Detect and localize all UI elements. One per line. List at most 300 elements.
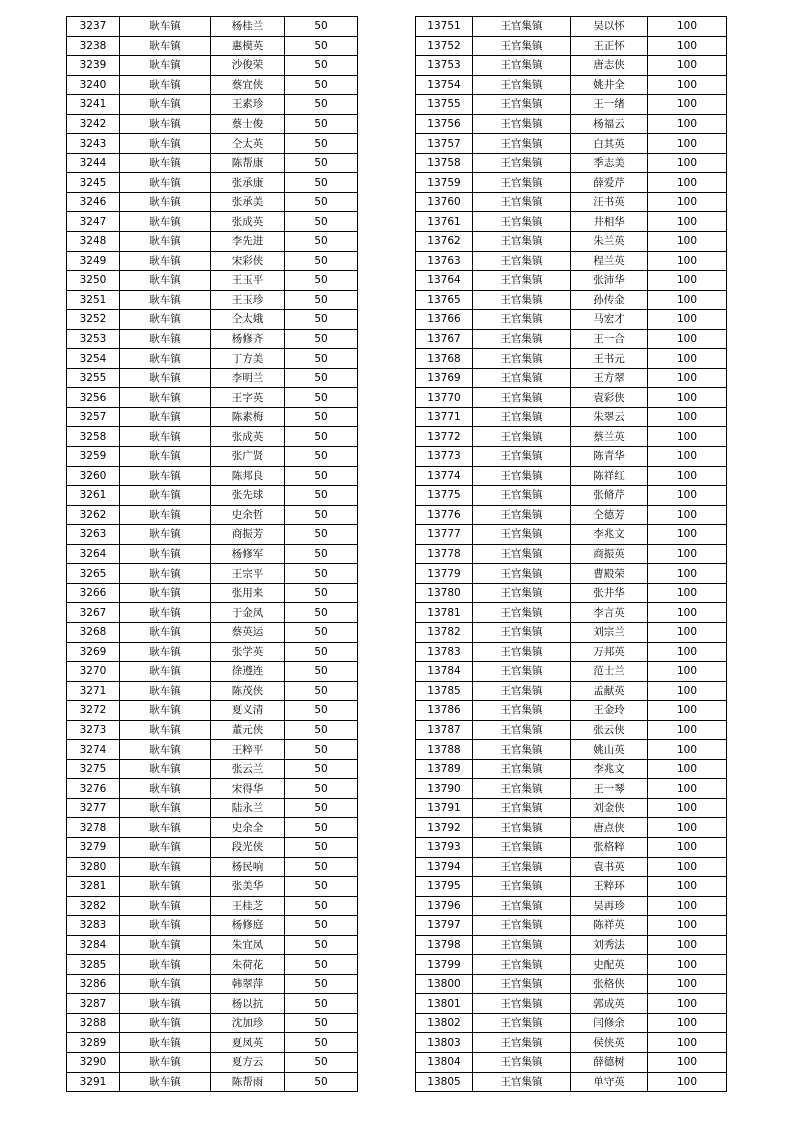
amount-cell: 50	[285, 759, 358, 779]
row-number-cell: 13760	[416, 192, 473, 212]
row-number-cell: 3257	[67, 407, 120, 427]
row-number-cell: 3287	[67, 994, 120, 1014]
name-cell: 徐遵连	[211, 662, 285, 682]
town-cell: 耿车镇	[120, 153, 211, 173]
row-number-cell: 13786	[416, 701, 473, 721]
table-row	[67, 994, 358, 1014]
town-cell: 王官集镇	[473, 486, 571, 506]
town-cell: 王官集镇	[473, 798, 571, 818]
table-row	[67, 681, 358, 701]
town-cell: 耿车镇	[120, 349, 211, 369]
town-cell: 王官集镇	[473, 935, 571, 955]
table-row	[67, 877, 358, 897]
town-cell: 王官集镇	[473, 1033, 571, 1053]
town-cell: 耿车镇	[120, 564, 211, 584]
right-table	[415, 16, 727, 1092]
row-number-cell: 3247	[67, 212, 120, 232]
town-cell: 王官集镇	[473, 1072, 571, 1092]
row-number-cell: 13755	[416, 95, 473, 115]
name-cell: 惠模英	[211, 36, 285, 56]
name-cell: 薛德树	[571, 1052, 648, 1072]
amount-cell: 100	[648, 798, 727, 818]
table-row	[67, 642, 358, 662]
name-cell: 张成英	[211, 212, 285, 232]
town-cell: 耿车镇	[120, 877, 211, 897]
amount-cell: 50	[285, 486, 358, 506]
table-row	[416, 544, 727, 564]
town-cell: 王官集镇	[473, 368, 571, 388]
town-cell: 耿车镇	[120, 818, 211, 838]
name-cell: 李言英	[571, 603, 648, 623]
table-row	[67, 701, 358, 721]
left-table-body	[67, 17, 358, 1092]
amount-cell: 100	[648, 232, 727, 252]
name-cell: 袁书英	[571, 857, 648, 877]
amount-cell: 100	[648, 740, 727, 760]
amount-cell: 100	[648, 447, 727, 467]
amount-cell: 50	[285, 329, 358, 349]
amount-cell: 100	[648, 662, 727, 682]
row-number-cell: 13774	[416, 466, 473, 486]
amount-cell: 100	[648, 642, 727, 662]
table-row	[416, 192, 727, 212]
row-number-cell: 3245	[67, 173, 120, 193]
town-cell: 王官集镇	[473, 153, 571, 173]
row-number-cell: 13797	[416, 916, 473, 936]
name-cell: 夏凤英	[211, 1033, 285, 1053]
table-row	[67, 974, 358, 994]
name-cell: 夏义清	[211, 701, 285, 721]
table-row	[67, 818, 358, 838]
row-number-cell: 3237	[67, 17, 120, 37]
row-number-cell: 13793	[416, 837, 473, 857]
town-cell: 耿车镇	[120, 583, 211, 603]
town-cell: 耿车镇	[120, 114, 211, 134]
amount-cell: 100	[648, 36, 727, 56]
town-cell: 耿车镇	[120, 271, 211, 291]
town-cell: 耿车镇	[120, 974, 211, 994]
table-row	[67, 466, 358, 486]
name-cell: 仝太英	[211, 134, 285, 154]
row-number-cell: 13804	[416, 1052, 473, 1072]
table-row	[67, 935, 358, 955]
amount-cell: 50	[285, 837, 358, 857]
table-row	[416, 271, 727, 291]
town-cell: 耿车镇	[120, 173, 211, 193]
town-cell: 耿车镇	[120, 192, 211, 212]
table-row	[416, 251, 727, 271]
amount-cell: 50	[285, 740, 358, 760]
name-cell: 王素珍	[211, 95, 285, 115]
town-cell: 王官集镇	[473, 212, 571, 232]
amount-cell: 50	[285, 447, 358, 467]
town-cell: 王官集镇	[473, 662, 571, 682]
table-row	[67, 564, 358, 584]
table-row	[67, 329, 358, 349]
town-cell: 王官集镇	[473, 134, 571, 154]
name-cell: 季志美	[571, 153, 648, 173]
town-cell: 耿车镇	[120, 1033, 211, 1053]
table-row	[416, 212, 727, 232]
table-row	[416, 388, 727, 408]
town-cell: 耿车镇	[120, 447, 211, 467]
amount-cell: 100	[648, 271, 727, 291]
amount-cell: 50	[285, 114, 358, 134]
town-cell: 耿车镇	[120, 935, 211, 955]
table-row	[416, 329, 727, 349]
name-cell: 杨修庭	[211, 916, 285, 936]
town-cell: 王官集镇	[473, 759, 571, 779]
town-cell: 王官集镇	[473, 95, 571, 115]
name-cell: 陈邦良	[211, 466, 285, 486]
town-cell: 王官集镇	[473, 837, 571, 857]
table-row	[416, 349, 727, 369]
town-cell: 耿车镇	[120, 75, 211, 95]
name-cell: 王金玲	[571, 701, 648, 721]
name-cell: 袁彩侠	[571, 388, 648, 408]
name-cell: 曹殿荣	[571, 564, 648, 584]
town-cell: 王官集镇	[473, 466, 571, 486]
row-number-cell: 13805	[416, 1072, 473, 1092]
name-cell: 孙传金	[571, 290, 648, 310]
table-row	[67, 720, 358, 740]
amount-cell: 100	[648, 466, 727, 486]
town-cell: 耿车镇	[120, 544, 211, 564]
amount-cell: 100	[648, 622, 727, 642]
name-cell: 张云侠	[571, 720, 648, 740]
town-cell: 耿车镇	[120, 622, 211, 642]
row-number-cell: 3277	[67, 798, 120, 818]
amount-cell: 100	[648, 505, 727, 525]
amount-cell: 50	[285, 212, 358, 232]
name-cell: 张承康	[211, 173, 285, 193]
name-cell: 王方翠	[571, 368, 648, 388]
table-row	[416, 837, 727, 857]
table-row	[67, 17, 358, 37]
table-row	[416, 681, 727, 701]
name-cell: 丁方美	[211, 349, 285, 369]
town-cell: 王官集镇	[473, 349, 571, 369]
row-number-cell: 3263	[67, 525, 120, 545]
town-cell: 耿车镇	[120, 642, 211, 662]
amount-cell: 100	[648, 994, 727, 1014]
table-row	[67, 212, 358, 232]
table-row	[67, 310, 358, 330]
row-number-cell: 3241	[67, 95, 120, 115]
name-cell: 陈祥红	[571, 466, 648, 486]
amount-cell: 100	[648, 388, 727, 408]
table-row	[67, 740, 358, 760]
town-cell: 耿车镇	[120, 36, 211, 56]
name-cell: 史余全	[211, 818, 285, 838]
amount-cell: 50	[285, 427, 358, 447]
row-number-cell: 3255	[67, 368, 120, 388]
row-number-cell: 3270	[67, 662, 120, 682]
town-cell: 耿车镇	[120, 56, 211, 76]
table-row	[67, 603, 358, 623]
town-cell: 耿车镇	[120, 837, 211, 857]
row-number-cell: 3281	[67, 877, 120, 897]
table-row	[67, 1033, 358, 1053]
town-cell: 王官集镇	[473, 75, 571, 95]
amount-cell: 50	[285, 681, 358, 701]
name-cell: 王正怀	[571, 36, 648, 56]
row-number-cell: 13775	[416, 486, 473, 506]
table-row	[416, 974, 727, 994]
name-cell: 井相华	[571, 212, 648, 232]
amount-cell: 50	[285, 974, 358, 994]
name-cell: 刘秀法	[571, 935, 648, 955]
name-cell: 万邦英	[571, 642, 648, 662]
name-cell: 王字英	[211, 388, 285, 408]
table-row	[416, 955, 727, 975]
table-row	[416, 877, 727, 897]
row-number-cell: 3242	[67, 114, 120, 134]
row-number-cell: 3250	[67, 271, 120, 291]
name-cell: 单守英	[571, 1072, 648, 1092]
row-number-cell: 13759	[416, 173, 473, 193]
table-row	[67, 232, 358, 252]
name-cell: 李先进	[211, 232, 285, 252]
row-number-cell: 13779	[416, 564, 473, 584]
table-row	[416, 603, 727, 623]
name-cell: 范士兰	[571, 662, 648, 682]
name-cell: 唐志侠	[571, 56, 648, 76]
table-row	[67, 837, 358, 857]
table-row	[67, 857, 358, 877]
table-row	[67, 192, 358, 212]
name-cell: 张井华	[571, 583, 648, 603]
town-cell: 王官集镇	[473, 564, 571, 584]
table-row	[416, 935, 727, 955]
amount-cell: 100	[648, 877, 727, 897]
town-cell: 耿车镇	[120, 798, 211, 818]
row-number-cell: 3288	[67, 1013, 120, 1033]
name-cell: 陈茂侠	[211, 681, 285, 701]
name-cell: 陈素梅	[211, 407, 285, 427]
row-number-cell: 13769	[416, 368, 473, 388]
amount-cell: 50	[285, 1072, 358, 1092]
table-row	[416, 798, 727, 818]
town-cell: 王官集镇	[473, 251, 571, 271]
town-cell: 王官集镇	[473, 818, 571, 838]
table-row	[67, 349, 358, 369]
town-cell: 王官集镇	[473, 17, 571, 37]
town-cell: 王官集镇	[473, 720, 571, 740]
town-cell: 王官集镇	[473, 407, 571, 427]
row-number-cell: 13751	[416, 17, 473, 37]
amount-cell: 100	[648, 75, 727, 95]
name-cell: 姚山英	[571, 740, 648, 760]
row-number-cell: 13784	[416, 662, 473, 682]
town-cell: 王官集镇	[473, 701, 571, 721]
amount-cell: 100	[648, 1013, 727, 1033]
row-number-cell: 13785	[416, 681, 473, 701]
table-row	[416, 447, 727, 467]
table-row	[67, 427, 358, 447]
name-cell: 朱宜凤	[211, 935, 285, 955]
row-number-cell: 3240	[67, 75, 120, 95]
amount-cell: 100	[648, 427, 727, 447]
row-number-cell: 13754	[416, 75, 473, 95]
table-row	[67, 36, 358, 56]
row-number-cell: 3285	[67, 955, 120, 975]
row-number-cell: 3276	[67, 779, 120, 799]
row-number-cell: 3269	[67, 642, 120, 662]
row-number-cell: 3256	[67, 388, 120, 408]
row-number-cell: 3239	[67, 56, 120, 76]
town-cell: 王官集镇	[473, 857, 571, 877]
table-row	[67, 779, 358, 799]
row-number-cell: 13787	[416, 720, 473, 740]
row-number-cell: 13777	[416, 525, 473, 545]
name-cell: 朱兰英	[571, 232, 648, 252]
table-row	[416, 896, 727, 916]
amount-cell: 100	[648, 935, 727, 955]
row-number-cell: 13768	[416, 349, 473, 369]
row-number-cell: 13772	[416, 427, 473, 447]
name-cell: 宋彩侠	[211, 251, 285, 271]
row-number-cell: 13791	[416, 798, 473, 818]
table-row	[416, 36, 727, 56]
row-number-cell: 13789	[416, 759, 473, 779]
row-number-cell: 3273	[67, 720, 120, 740]
table-row	[67, 955, 358, 975]
row-number-cell: 13801	[416, 994, 473, 1014]
table-row	[67, 75, 358, 95]
amount-cell: 100	[648, 486, 727, 506]
row-number-cell: 13796	[416, 896, 473, 916]
table-row	[416, 232, 727, 252]
row-number-cell: 3251	[67, 290, 120, 310]
town-cell: 耿车镇	[120, 720, 211, 740]
row-number-cell: 13753	[416, 56, 473, 76]
row-number-cell: 3282	[67, 896, 120, 916]
name-cell: 杨修齐	[211, 329, 285, 349]
name-cell: 薛爱芹	[571, 173, 648, 193]
row-number-cell: 13771	[416, 407, 473, 427]
town-cell: 王官集镇	[473, 329, 571, 349]
row-number-cell: 13770	[416, 388, 473, 408]
row-number-cell: 13792	[416, 818, 473, 838]
table-row	[67, 388, 358, 408]
town-cell: 耿车镇	[120, 466, 211, 486]
table-row	[67, 271, 358, 291]
name-cell: 张用来	[211, 583, 285, 603]
town-cell: 王官集镇	[473, 525, 571, 545]
row-number-cell: 13757	[416, 134, 473, 154]
amount-cell: 50	[285, 173, 358, 193]
name-cell: 张云兰	[211, 759, 285, 779]
name-cell: 李明兰	[211, 368, 285, 388]
amount-cell: 50	[285, 935, 358, 955]
name-cell: 张承美	[211, 192, 285, 212]
amount-cell: 50	[285, 290, 358, 310]
table-row	[416, 916, 727, 936]
amount-cell: 50	[285, 779, 358, 799]
amount-cell: 50	[285, 349, 358, 369]
amount-cell: 100	[648, 173, 727, 193]
town-cell: 耿车镇	[120, 1013, 211, 1033]
amount-cell: 100	[648, 212, 727, 232]
town-cell: 王官集镇	[473, 36, 571, 56]
name-cell: 张沛华	[571, 271, 648, 291]
town-cell: 耿车镇	[120, 994, 211, 1014]
row-number-cell: 3254	[67, 349, 120, 369]
table-row	[67, 916, 358, 936]
amount-cell: 100	[648, 759, 727, 779]
row-number-cell: 3248	[67, 232, 120, 252]
amount-cell: 50	[285, 17, 358, 37]
table-row	[416, 466, 727, 486]
town-cell: 王官集镇	[473, 192, 571, 212]
row-number-cell: 13765	[416, 290, 473, 310]
town-cell: 耿车镇	[120, 759, 211, 779]
row-number-cell: 13764	[416, 271, 473, 291]
name-cell: 蔡宜侠	[211, 75, 285, 95]
table-row	[416, 857, 727, 877]
town-cell: 王官集镇	[473, 310, 571, 330]
table-row	[416, 486, 727, 506]
amount-cell: 100	[648, 525, 727, 545]
name-cell: 史余哲	[211, 505, 285, 525]
row-number-cell: 3259	[67, 447, 120, 467]
name-cell: 董元侠	[211, 720, 285, 740]
table-row	[416, 994, 727, 1014]
name-cell: 王一合	[571, 329, 648, 349]
row-number-cell: 13762	[416, 232, 473, 252]
table-row	[67, 173, 358, 193]
amount-cell: 50	[285, 75, 358, 95]
table-row	[416, 17, 727, 37]
table-row	[416, 779, 727, 799]
town-cell: 耿车镇	[120, 505, 211, 525]
amount-cell: 100	[648, 896, 727, 916]
table-row	[416, 173, 727, 193]
row-number-cell: 3260	[67, 466, 120, 486]
row-number-cell: 13782	[416, 622, 473, 642]
amount-cell: 50	[285, 701, 358, 721]
town-cell: 王官集镇	[473, 994, 571, 1014]
town-cell: 王官集镇	[473, 681, 571, 701]
table-row	[416, 720, 727, 740]
row-number-cell: 13773	[416, 447, 473, 467]
table-row	[67, 544, 358, 564]
amount-cell: 100	[648, 329, 727, 349]
town-cell: 耿车镇	[120, 310, 211, 330]
name-cell: 王桂芝	[211, 896, 285, 916]
amount-cell: 100	[648, 192, 727, 212]
town-cell: 耿车镇	[120, 388, 211, 408]
row-number-cell: 3272	[67, 701, 120, 721]
row-number-cell: 13783	[416, 642, 473, 662]
name-cell: 王玉平	[211, 271, 285, 291]
name-cell: 杨桂兰	[211, 17, 285, 37]
amount-cell: 50	[285, 955, 358, 975]
amount-cell: 50	[285, 1013, 358, 1033]
row-number-cell: 3284	[67, 935, 120, 955]
name-cell: 王一绪	[571, 95, 648, 115]
town-cell: 耿车镇	[120, 779, 211, 799]
table-row	[416, 1052, 727, 1072]
row-number-cell: 13776	[416, 505, 473, 525]
table-row	[416, 759, 727, 779]
amount-cell: 100	[648, 583, 727, 603]
name-cell: 蔡兰英	[571, 427, 648, 447]
amount-cell: 50	[285, 310, 358, 330]
town-cell: 王官集镇	[473, 974, 571, 994]
amount-cell: 100	[648, 153, 727, 173]
